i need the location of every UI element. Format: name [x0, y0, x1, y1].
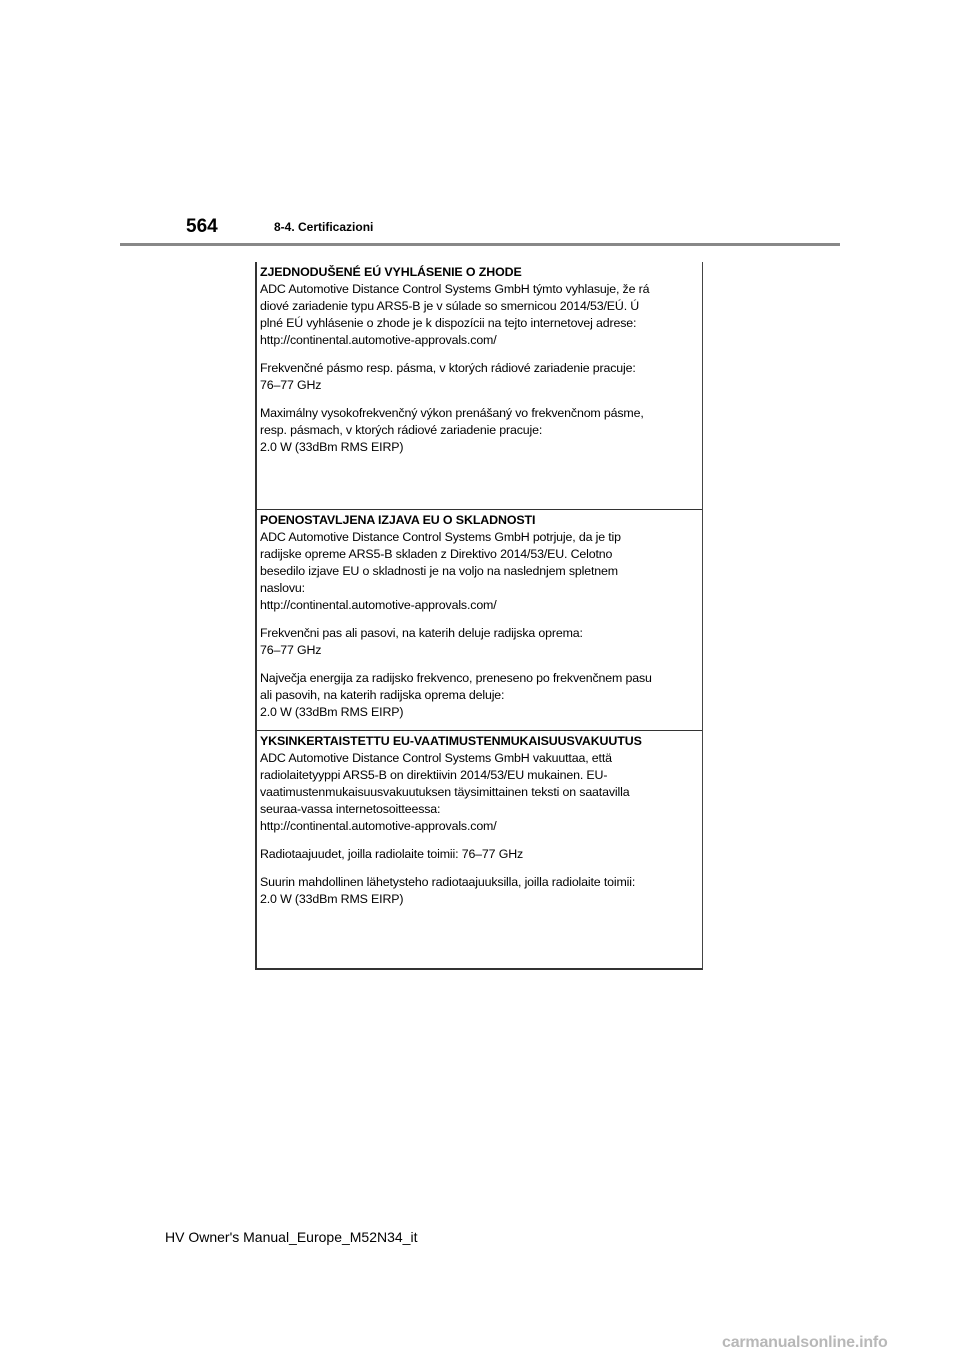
certificate-text-line: Največja energija za radijsko frekvenco, preneseno po frekvenčnem pasu [260, 671, 652, 685]
certificate-text-line: Frekvenčni pas ali pasovi, na katerih deluje radijska oprema: [260, 626, 583, 640]
certificate-text-line: Frekvenčné pásmo resp. pásma, v ktorých rádiové zariadenie pracuje: [260, 361, 636, 375]
certificate-text-line: naslovu: [260, 581, 305, 595]
certificate-text-line: seuraa-vassa internetosoitteessa: [260, 802, 441, 816]
certificate-text-line: radiolaitetyyppi ARS5-B on direktiivin 2014/53/EU mukainen. EU- [260, 768, 608, 782]
certificate-text-line: 2.0 W (33dBm RMS EIRP) [260, 440, 404, 454]
certificate-text-line: plné EÚ vyhlásenie o zhode je k dispozícii na tejto internetovej adrese: [260, 316, 637, 330]
certificate-text-line: 76–77 GHz [260, 378, 322, 392]
certificate-text-line: ADC Automotive Distance Control Systems GmbH vakuuttaa, että [260, 751, 612, 765]
watermark: carmanualsonline.info [722, 1334, 888, 1351]
paragraph-gap [260, 349, 700, 360]
certificate-text-line: ali pasovih, na katerih radijska oprema deluje: [260, 688, 505, 702]
certificate-text-line: radijske opreme ARS5-B skladen z Direktivo 2014/53/EU. Celotno [260, 547, 613, 561]
paragraph-gap [260, 614, 700, 625]
paragraph-gap [260, 835, 700, 846]
footer-manual-name: HV Owner's Manual_Europe_M52N34_it [165, 1229, 418, 1245]
page-number: 564 [186, 216, 218, 237]
section-heading: YKSINKERTAISTETTU EU-VAATIMUSTENMUKAISUUSVAKUUTUS [260, 734, 642, 748]
section-heading: POENOSTAVLJENA IZJAVA EU O SKLADNOSTI [260, 513, 536, 527]
paragraph-gap [260, 659, 700, 670]
paragraph-gap [260, 863, 700, 874]
certificate-text-line: 2.0 W (33dBm RMS EIRP) [260, 705, 404, 719]
certificate-section-slovenian [257, 509, 702, 730]
certificate-text-line: besedilo izjave EU o skladnosti je na voljo na naslednjem spletnem [260, 564, 618, 578]
certificate-text-line: Maximálny vysokofrekvenčný výkon prenášaný vo frekvenčnom pásme, [260, 406, 644, 420]
certificate-text-line: Suurin mahdollinen lähetysteho radiotaajuuksilla, joilla radiolaite toimii: [260, 875, 636, 889]
certificate-text-line: http://continental.automotive-approvals.com/ [260, 598, 497, 612]
certificate-text-line: ADC Automotive Distance Control Systems GmbH potrjuje, da je tip [260, 530, 621, 544]
certificate-text-line: resp. pásmach, v ktorých rádiové zariadenie pracuje: [260, 423, 543, 437]
certificate-text-line: http://continental.automotive-approvals.com/ [260, 333, 497, 347]
certificate-text-line: 2.0 W (33dBm RMS EIRP) [260, 892, 404, 906]
header-rule [120, 243, 840, 246]
certificate-box [255, 262, 703, 970]
section-heading: ZJEDNODUŠENÉ EÚ VYHLÁSENIE O ZHODE [260, 265, 522, 279]
certificate-text-line: diové zariadenie typu ARS5-B je v súlade so smernicou 2014/53/EÚ. Ú [260, 299, 640, 313]
certificate-text-line: ADC Automotive Distance Control Systems GmbH týmto vyhlasuje, že rá [260, 282, 650, 296]
certificate-text-line: vaatimustenmukaisuusvakuutuksen täysimittainen teksti on saatavilla [260, 785, 630, 799]
certificate-section-finnish [257, 730, 702, 968]
section-title: 8-4. Certificazioni [274, 220, 374, 234]
certificate-text-line: http://continental.automotive-approvals.com/ [260, 819, 497, 833]
certificate-section-slovak [257, 262, 702, 509]
certificate-text-line: 76–77 GHz [260, 643, 322, 657]
paragraph-gap [260, 394, 700, 405]
certificate-text-line: Radiotaajuudet, joilla radiolaite toimii: 76–77 GHz [260, 847, 524, 861]
